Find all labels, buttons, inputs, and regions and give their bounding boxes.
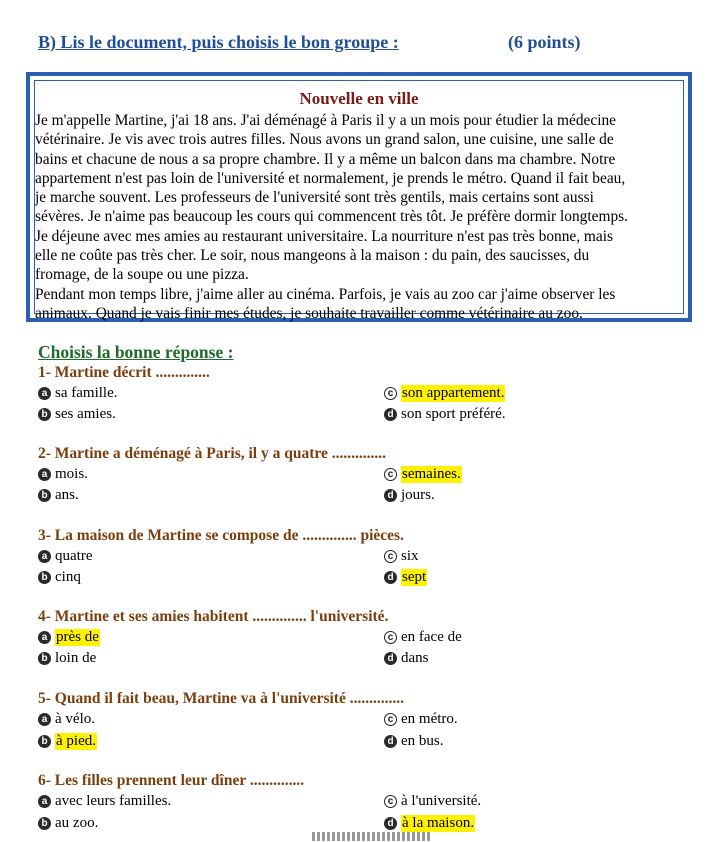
option-letter-a-icon: a xyxy=(38,795,51,808)
option-text: en bus. xyxy=(401,732,444,749)
option-text: cinq xyxy=(55,568,81,585)
document-line: Je m'appelle Martine, j'ai 18 ans. J'ai déménagé à Paris il y a un mois pour étudier la médecine xyxy=(35,112,617,129)
option-a[interactable] xyxy=(38,627,100,647)
document-line: fromage, de la soupe ou une pizza. xyxy=(35,266,249,284)
document-line: elle ne coûte pas très cher. Le soir, nous mangeons à la maison : du pain, des saucisses, du xyxy=(35,247,590,265)
option-letter-b-icon: b xyxy=(38,735,51,748)
option-b[interactable] xyxy=(38,731,97,751)
option-a[interactable] xyxy=(38,791,171,811)
option-text: six xyxy=(401,547,419,564)
question-4 xyxy=(38,608,698,678)
option-text: ans. xyxy=(55,486,79,503)
question-3 xyxy=(38,527,698,597)
document-text xyxy=(35,111,690,323)
question-text: 3- La maison de Martine se compose de .............. pièces. xyxy=(38,527,404,544)
option-text: jours. xyxy=(401,486,435,503)
document-line: Je déjeune avec mes amies au restaurant universitaire. La nourriture n'est pas très bonne, mais xyxy=(35,227,613,245)
option-text: au zoo. xyxy=(55,814,99,831)
option-text-highlighted: à pied. xyxy=(56,732,96,749)
question-2 xyxy=(38,445,698,515)
bottom-decoration xyxy=(312,832,432,841)
option-c[interactable] xyxy=(384,791,481,811)
reading-document-inner xyxy=(34,80,684,322)
question-1 xyxy=(38,364,698,434)
option-a[interactable] xyxy=(38,383,117,403)
option-a[interactable] xyxy=(38,709,95,729)
document-line: bains et chacune de nous a sa propre chambre. Il y a même un balcon dans ma chambre. Notre xyxy=(35,150,616,168)
option-text: quatre xyxy=(55,547,93,564)
section-header xyxy=(38,32,678,58)
option-letter-a-icon: a xyxy=(38,550,51,563)
option-letter-d-icon: d xyxy=(384,817,397,830)
option-letter-c-icon: c xyxy=(384,387,397,400)
option-letter-d-icon: d xyxy=(384,571,397,584)
option-text-highlighted: son appartement. xyxy=(402,384,505,401)
option-letter-b-icon: b xyxy=(38,489,51,502)
option-text: ses amies. xyxy=(55,405,116,422)
option-letter-b-icon: b xyxy=(38,652,51,665)
option-letter-d-icon: d xyxy=(384,735,397,748)
option-b[interactable] xyxy=(38,567,81,587)
option-c[interactable] xyxy=(384,627,462,647)
option-text-highlighted: à la maison. xyxy=(402,814,475,831)
document-title: Nouvelle en ville xyxy=(299,89,419,108)
option-text: avec leurs familles. xyxy=(55,792,172,809)
option-letter-c-icon: c xyxy=(384,468,397,481)
option-text-highlighted: semaines. xyxy=(402,465,461,482)
option-d[interactable] xyxy=(384,485,435,505)
option-letter-b-icon: b xyxy=(38,817,51,830)
section-title: B) Lis le document, puis choisis le bon groupe : xyxy=(38,32,399,52)
option-c[interactable] xyxy=(384,709,458,729)
option-letter-c-icon: c xyxy=(384,550,397,563)
option-text: en face de xyxy=(401,628,462,645)
option-c[interactable] xyxy=(384,464,462,484)
question-text: 6- Les filles prennent leur dîner .............. xyxy=(38,772,305,789)
option-a[interactable] xyxy=(38,546,92,566)
document-line: vétérinaire. Je vis avec trois autres filles. Nous avons un grand salon, une cuisine, une salle de xyxy=(35,131,614,149)
option-d[interactable] xyxy=(384,731,444,751)
option-letter-b-icon: b xyxy=(38,571,51,584)
option-b[interactable] xyxy=(38,404,116,424)
option-text: dans xyxy=(401,649,429,666)
option-c[interactable] xyxy=(384,546,419,566)
option-text: loin de xyxy=(55,649,97,666)
option-letter-c-icon: c xyxy=(384,713,397,726)
option-d[interactable] xyxy=(384,813,475,833)
option-letter-d-icon: d xyxy=(384,408,397,421)
option-d[interactable] xyxy=(384,404,506,424)
option-c[interactable] xyxy=(384,383,505,403)
option-b[interactable] xyxy=(38,485,79,505)
option-text: son sport préféré. xyxy=(401,405,506,422)
option-text: à vélo. xyxy=(55,710,95,727)
reading-document-box xyxy=(26,72,692,322)
document-line: animaux. Quand je vais finir mes études, je souhaite travailler comme vétérinaire au zoo. xyxy=(35,304,583,322)
option-text: à l'université. xyxy=(401,792,482,809)
option-letter-c-icon: c xyxy=(384,795,397,808)
option-d[interactable] xyxy=(384,648,429,668)
option-letter-a-icon: a xyxy=(38,713,51,726)
option-letter-b-icon: b xyxy=(38,408,51,421)
option-letter-a-icon: a xyxy=(38,468,51,481)
option-letter-a-icon: a xyxy=(38,387,51,400)
option-text: en métro. xyxy=(401,710,458,727)
document-line: Pendant mon temps libre, j'aime aller au cinéma. Parfois, je vais au zoo car j'aime observer les xyxy=(35,285,616,303)
question-5 xyxy=(38,690,698,760)
document-line: je marche souvent. Les professeurs de l'université sont très gentils, mais certains sont aussi xyxy=(35,189,594,207)
option-b[interactable] xyxy=(38,813,98,833)
option-text-highlighted: sept xyxy=(402,568,427,585)
option-text: mois. xyxy=(55,465,88,482)
question-text: 1- Martine décrit .............. xyxy=(38,364,210,381)
question-text: 2- Martine a déménagé à Paris, il y a quatre .............. xyxy=(38,445,386,462)
option-letter-d-icon: d xyxy=(384,489,397,502)
choose-answer-title: Choisis la bonne réponse : xyxy=(38,342,234,362)
document-line: sévères. Je n'aime pas beaucoup les cours qui commencent très tôt. Je préfère dormir longtemps. xyxy=(35,208,628,226)
option-letter-d-icon: d xyxy=(384,652,397,665)
option-d[interactable] xyxy=(384,567,427,587)
question-text: 5- Quand il fait beau, Martine va à l'université .............. xyxy=(38,690,404,707)
option-a[interactable] xyxy=(38,464,88,484)
option-text-highlighted: près de xyxy=(56,628,99,645)
option-letter-a-icon: a xyxy=(38,631,51,644)
document-line: appartement n'est pas loin de l'université et normalement, je prends le métro. Quand il fait beau, xyxy=(35,169,626,187)
points-label: (6 points) xyxy=(508,32,581,52)
option-text: sa famille. xyxy=(55,384,118,401)
option-letter-c-icon: c xyxy=(384,631,397,644)
question-text: 4- Martine et ses amies habitent .............. l'université. xyxy=(38,608,389,625)
option-b[interactable] xyxy=(38,648,96,668)
